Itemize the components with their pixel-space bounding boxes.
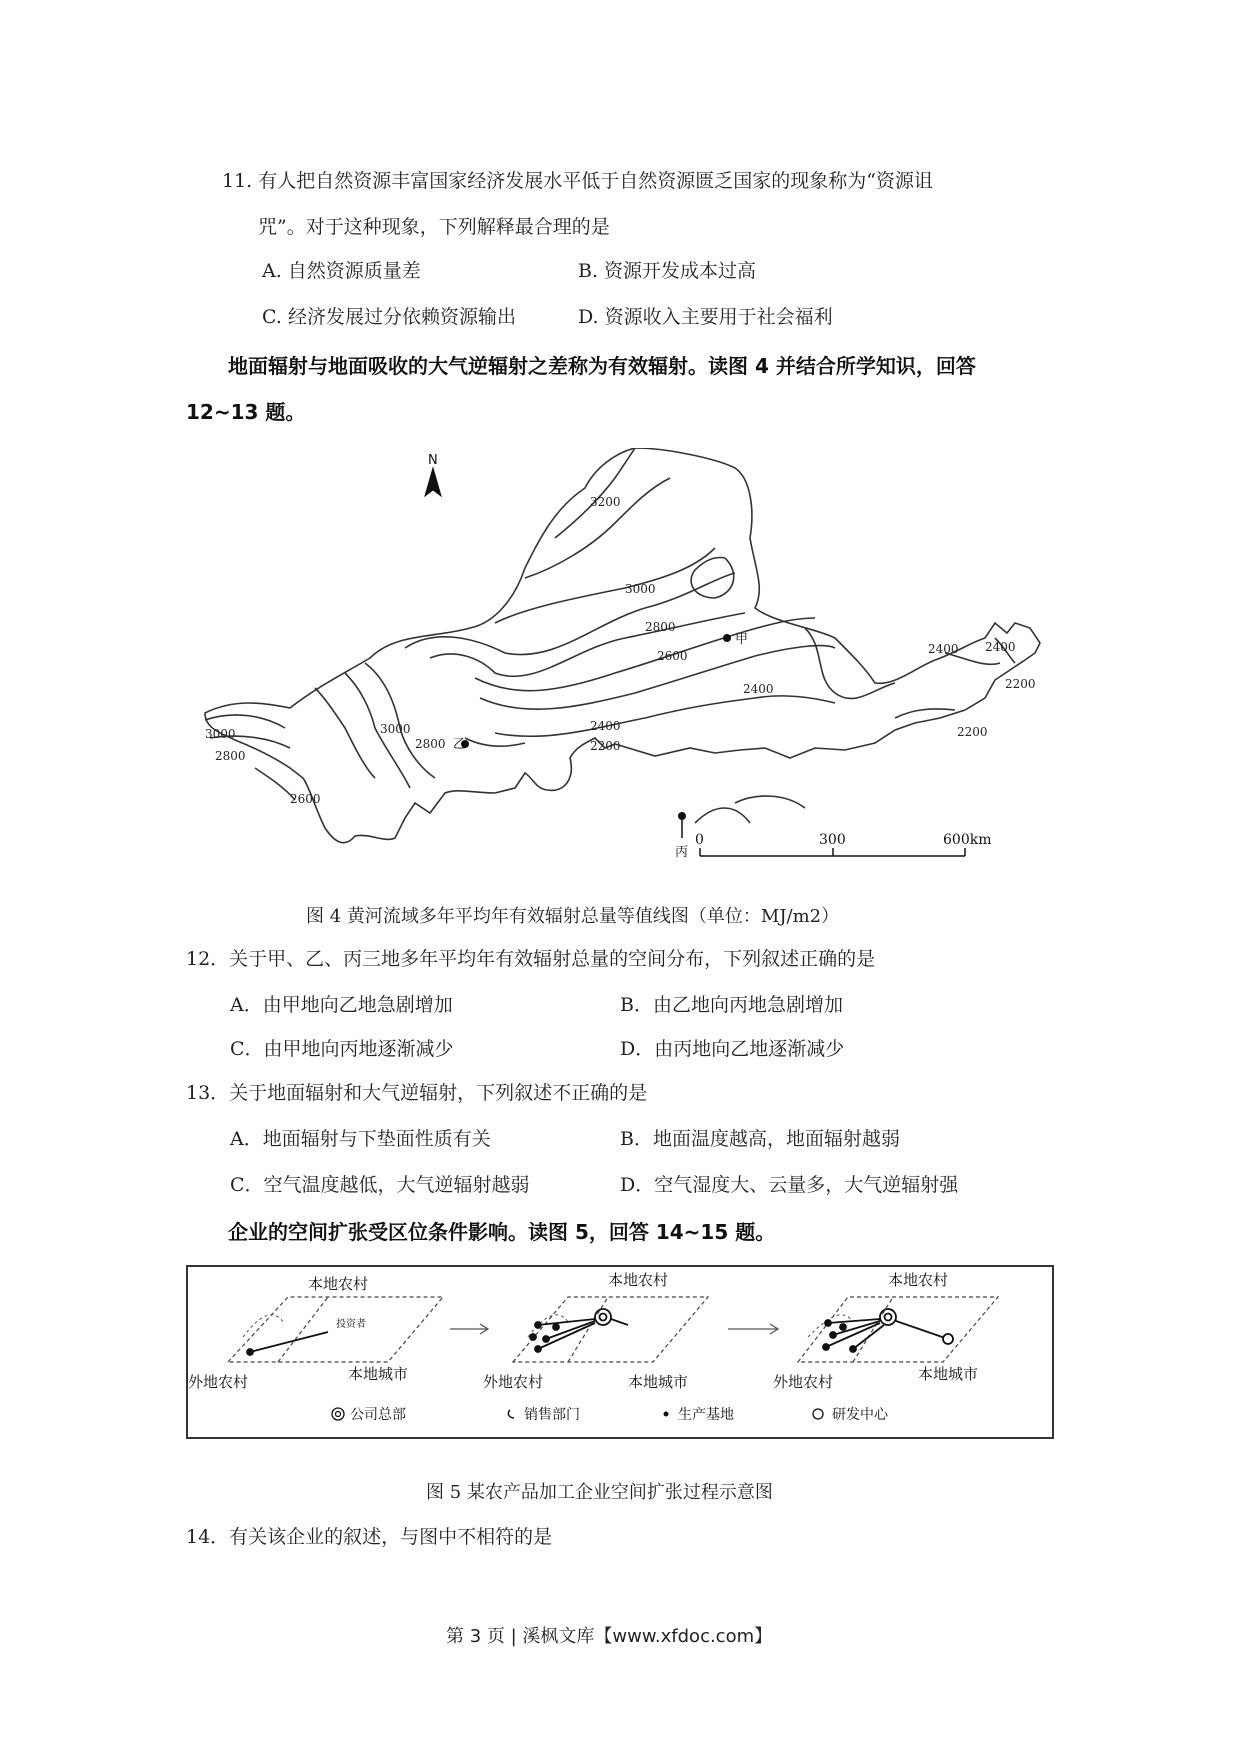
q13-option-a: A．地面辐射与下垫面性质有关 [230,1128,491,1150]
place-jia-dot [723,634,731,642]
q12-option-b: B．由乙地向丙地急剧增加 [620,994,843,1016]
contour-label: 3000 [380,722,411,736]
q13-option-b: B．地面温度越高，地面辐射越弱 [620,1128,900,1150]
q12-option-a: A．由甲地向乙地急剧增加 [230,994,453,1016]
q11-stem-line2: 咒”。对于这种现象，下列解释最合理的是 [258,216,610,238]
scale-end: 600km [943,832,992,848]
q12-option-c: C．由甲地向丙地逐渐减少 [230,1038,454,1060]
legend-sales-label: 销售部门 [524,1407,580,1423]
figure5-diagram [186,1265,1054,1439]
place-yi-label: 乙 [453,737,467,752]
q11-option-c: C. 经济发展过分依赖资源输出 [262,306,516,328]
figure4-caption: 图 4 黄河流域多年平均年有效辐射总量等值线图（单位：MJ/m2） [306,906,840,927]
place-bing-dot [678,812,686,820]
legend-hq-icon [332,1408,344,1420]
q12-option-d: D．由丙地向乙地逐渐减少 [620,1038,845,1060]
contour-label: 2800 [645,620,676,634]
place-bing-label: 丙 [675,845,689,860]
contour-label: 2400 [985,640,1016,654]
contour-label: 3000 [625,582,656,596]
figure5-caption: 图 5 某农产品加工企业空间扩张过程示意图 [426,1482,773,1503]
legend-sales-icon [508,1410,514,1418]
q14-stem: 14．有关该企业的叙述，与图中不相符的是 [186,1526,553,1548]
intro-12-13-line1: 地面辐射与地面吸收的大气逆辐射之差称为有效辐射。读图 4 并结合所学知识，回答 [228,354,976,378]
q11-stem-line1: 11. 有人把自然资源丰富国家经济发展水平低于自然资源匮乏国家的现象称为“资源诅 [222,170,933,192]
fig5-label-local-village: 本地农村 [608,1271,669,1289]
scale-bar [695,832,991,856]
page-footer: 第 3 页 | 溪枫文库【www.xfdoc.com】 [446,1626,773,1647]
contour-label: 2200 [590,739,621,753]
legend-production-label: 生产基地 [678,1407,734,1423]
figure4-map [195,448,1055,888]
fig5-label-local-city: 本地城市 [628,1373,689,1391]
contour-label: 2600 [290,792,321,806]
intro-12-13-line2: 12~13 题。 [186,400,306,424]
fig5-label-local-city: 本地城市 [348,1365,409,1383]
contour-label: 2200 [957,725,988,739]
q13-option-c: C．空气温度越低，大气逆辐射越弱 [230,1174,530,1196]
basin-outline [205,448,1040,843]
fig5-label-local-city: 本地城市 [918,1365,979,1383]
q11-option-d: D. 资源收入主要用于社会福利 [578,306,833,328]
contour-label: 2600 [657,649,688,663]
contour-label: 2400 [590,719,621,733]
fig5-label-local-village: 本地农村 [888,1271,949,1289]
scale-mid: 300 [819,832,846,848]
contour-label: 2400 [743,682,774,696]
fig5-label-local-village: 本地农村 [308,1275,369,1293]
contour-label: 3200 [590,495,621,509]
q11-option-a: A. 自然资源质量差 [262,260,421,282]
contour-label: 2800 [415,737,446,751]
contour-label: 2800 [215,749,246,763]
fig5-label-other-village: 外地农村 [188,1373,249,1391]
legend-production-icon [664,1412,669,1417]
scale-zero: 0 [695,832,704,848]
north-arrow-icon [425,453,441,496]
intro-14-15: 企业的空间扩张受区位条件影响。读图 5，回答 14~15 题。 [228,1220,776,1244]
fig5-label-other-village: 外地农村 [483,1373,544,1391]
legend-rd-label: 研发中心 [832,1407,888,1423]
q13-option-d: D．空气湿度大、云量多，大气逆辐射强 [620,1174,959,1196]
contour-label: 2400 [928,642,959,656]
fig5-label-other-village: 外地农村 [773,1373,834,1391]
place-jia-label: 甲 [735,632,749,647]
q13-stem: 13．关于地面辐射和大气逆辐射，下列叙述不正确的是 [186,1082,648,1104]
fig5-label-investor: 投资者 [336,1319,366,1330]
contour-label: 3000 [205,727,236,741]
legend-rd-icon [813,1409,823,1419]
q11-option-b: B. 资源开发成本过高 [578,260,757,282]
q12-stem: 12．关于甲、乙、丙三地多年平均年有效辐射总量的空间分布，下列叙述正确的是 [186,948,876,970]
contour-label: 2200 [1005,677,1036,691]
legend-hq-label: 公司总部 [350,1407,406,1423]
north-label: N [428,453,438,468]
